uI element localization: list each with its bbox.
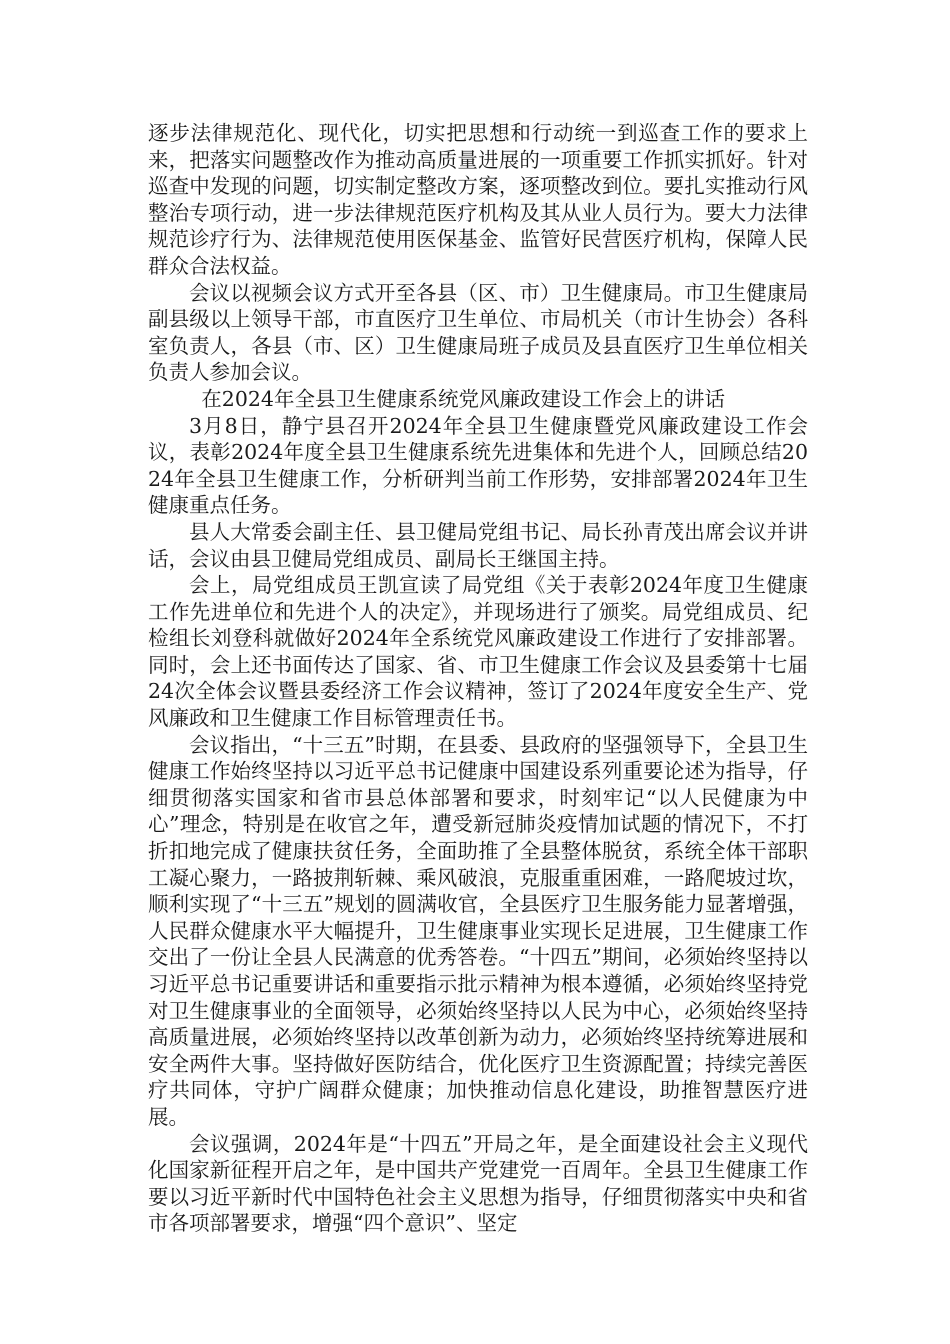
paragraph-attendees: 县人大常委会副主任、县卫健局党组书记、局长孙青茂出席会议并讲话，会议由县卫健局党组成员、副局长王继国主持。 [148,519,808,571]
paragraph-inspection-rectification: 逐步法律规范化、现代化，切实把思想和行动统一到巡查工作的要求上来，把落实问题整改作为推动高质量进展的一项重要工作抓实抓好。针对巡查中发现的问题，切实制定整改方案，逐项整改到位。要扎实推动行风整治专项行动，进一步法律规范医疗机构及其从业人员行为。要大力法律规范诊疗行为、法律规范使用医保基金、监管好民营医疗机构，保障人民群众合法权益。 [148,121,808,278]
document-body [148,120,808,1237]
paragraph-awards: 会上，局党组成员王凯宣读了局党组《关于表彰2024年度卫生健康工作先进单位和先进个人的决定》，并现场进行了颁奖。局党组成员、纪检组长刘登科就做好2024年全系统党风廉政建设工作进行了安排部署。同时，会上还书面传达了国家、省、市卫生健康工作会议及县委第十七届24次全体会议暨县委经济工作会议精神，签订了2024年度安全生产、党风廉政和卫生健康工作目标管理责任书。 [148,573,808,731]
paragraph-meeting-emphasis: 会议强调，2024年是“十四五”开局之年，是全面建设社会主义现代化国家新征程开启之年，是中国共产党建党一百周年。全县卫生健康工作要以习近平新时代中国特色社会主义思想为指导，仔细贯彻落实中央和省市各项部署要求，增强“四个意识”、坚定 [148,1131,808,1236]
paragraph-meeting-points: 会议指出，“十三五”时期，在县委、县政府的坚强领导下，全县卫生健康工作始终坚持以习近平总书记健康中国建设系列重要论述为指导，仔细贯彻落实国家和省市县总体部署和要求，时刻牢记“以人民健康为中心”理念，特别是在收官之年，遭受新冠肺炎疫情加试题的情况下，不打折扣地完成了健康扶贫任务，全面助推了全县整体脱贫，系统全体干部职工凝心聚力，一路披荆斩棘、乘风破浪，克服重重困难，一路爬坡过坎，顺利实现了“十三五”规划的圆满收官，全县医疗卫生服务能力显著增强，人民群众健康水平大幅提升，卫生健康事业实现长足进展，卫生健康工作交出了一份让全县人民满意的优秀答卷。“十四五”期间，必须始终坚持以习近平总书记重要讲话和重要指示批示精神为根本遵循，必须始终坚持党对卫生健康事业的全面领导，必须始终坚持以人民为中心，必须始终坚持高质量进展，必须始终坚持以改革创新为动力，必须始终坚持统筹进展和安全两件大事。坚持做好医防结合，优化医疗卫生资源配置；持续完善医疗共同体，守护广阔群众健康；加快推动信息化建设，助推智慧医疗进展。 [148,732,808,1129]
paragraph-meeting-summary: 3月8日，静宁县召开2024年全县卫生健康暨党风廉政建设工作会议，表彰2024年度全县卫生健康系统先进集体和先进个人，回顾总结2024年全县卫生健康工作，分析研判当前工作形势，安排部署2024年卫生健康重点任务。 [148,413,808,518]
paragraph-video-conference: 会议以视频会议方式开至各县（区、市）卫生健康局。市卫生健康局副县级以上领导干部，市直医疗卫生单位、市局机关（市计生协会）各科室负责人，各县（市、区）卫生健康局班子成员及县直医疗卫生单位相关负责人参加会议。 [148,280,808,385]
speech-title: 在2024年全县卫生健康系统党风廉政建设工作会上的讲话 [201,386,725,411]
